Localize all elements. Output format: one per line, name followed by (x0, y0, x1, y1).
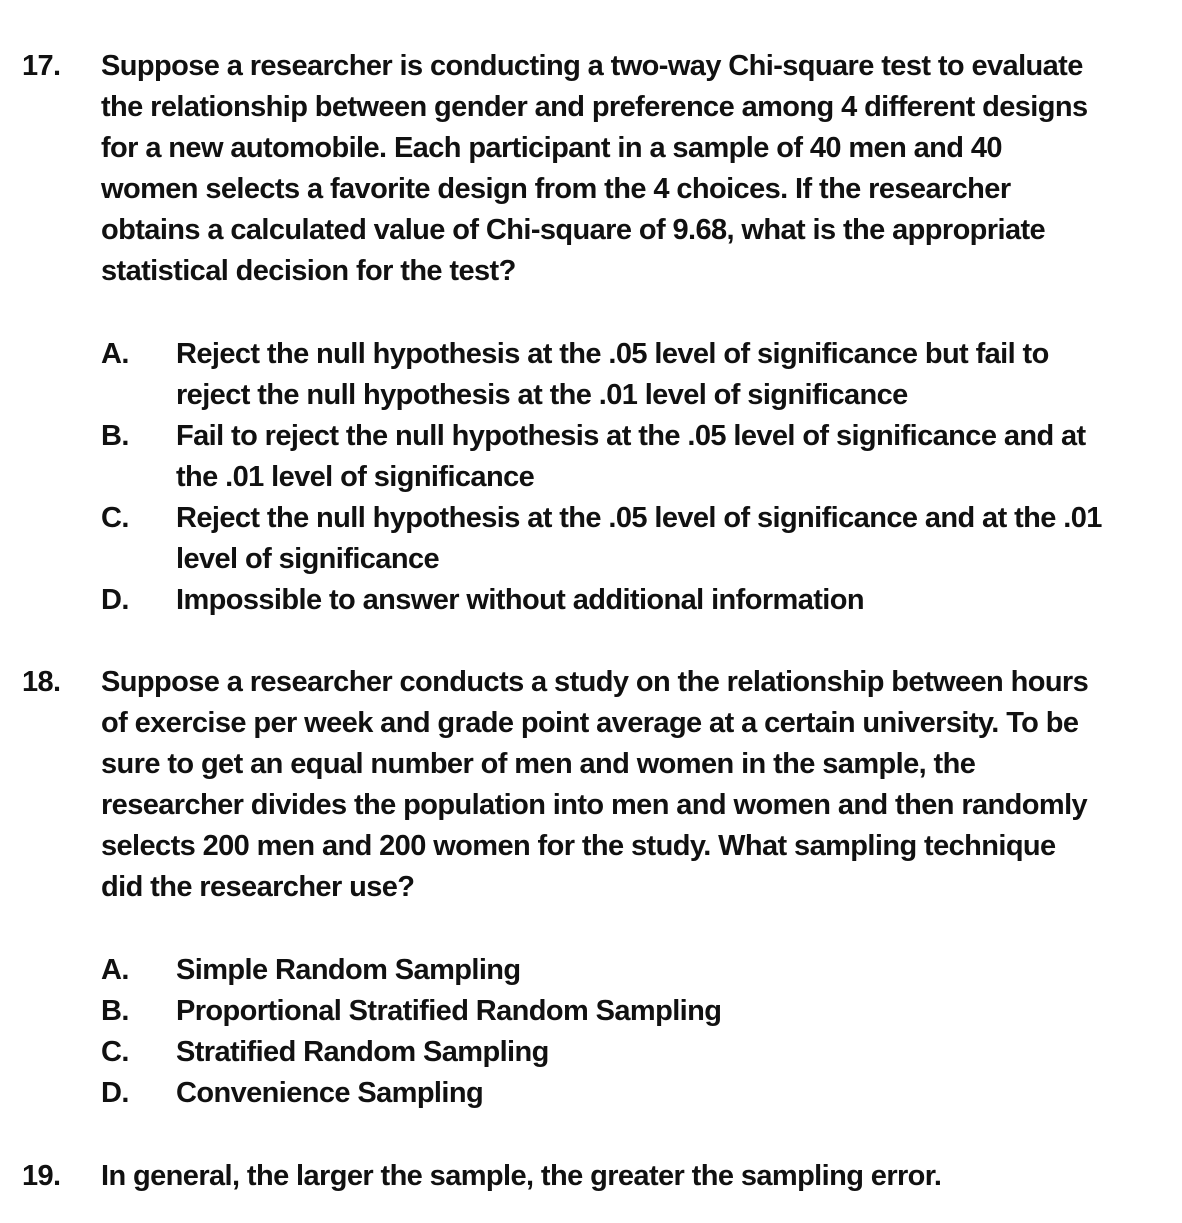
question-17-option-d-letter: D. (101, 584, 129, 616)
question-17-text-line-4: women selects a favorite design from the 4 choices. If the researcher (101, 173, 1011, 205)
question-17-option-c-text-line-2: level of significance (176, 543, 439, 575)
question-17-text-line-5: obtains a calculated value of Chi-square of 9.68, what is the appropriate (101, 214, 1046, 246)
question-17-option-a-letter: A. (101, 338, 129, 370)
question-17-option-b-text-line-2: the .01 level of significance (176, 461, 535, 493)
question-18-text-line-6: did the researcher use? (101, 871, 415, 903)
question-17-option-a-text-line-2: reject the null hypothesis at the .01 level of significance (176, 379, 908, 411)
question-17-option-c-letter: C. (101, 502, 129, 534)
question-18-option-d-letter: D. (101, 1077, 129, 1109)
question-19-number: 19. (22, 1160, 61, 1192)
question-17-option-a-text-line-1: Reject the null hypothesis at the .05 level of significance but fail to (176, 338, 1049, 370)
question-18-option-c-letter: C. (101, 1036, 129, 1068)
question-18-option-c-text: Stratified Random Sampling (176, 1036, 549, 1068)
question-17-number: 17. (22, 50, 61, 82)
question-17-option-b-text-line-1: Fail to reject the null hypothesis at the .05 level of significance and at (176, 420, 1086, 452)
question-18-option-d-text: Convenience Sampling (176, 1077, 484, 1109)
question-17-option-b-letter: B. (101, 420, 129, 452)
question-18-option-a-letter: A. (101, 954, 129, 986)
question-18-text-line-4: researcher divides the population into men and women and then randomly (101, 789, 1088, 821)
question-18-number: 18. (22, 666, 61, 698)
question-17-text-line-6: statistical decision for the test? (101, 255, 516, 287)
question-17-option-c-text-line-1: Reject the null hypothesis at the .05 level of significance and at the .01 (176, 502, 1102, 534)
question-18-option-b-text: Proportional Stratified Random Sampling (176, 995, 722, 1027)
question-18-text-line-1: Suppose a researcher conducts a study on the relationship between hours (101, 666, 1089, 698)
question-17-text-line-2: the relationship between gender and preference among 4 different designs (101, 91, 1088, 123)
question-17-text-line-1: Suppose a researcher is conducting a two-way Chi-square test to evaluate (101, 50, 1083, 82)
question-18-text-line-2: of exercise per week and grade point average at a certain university. To be (101, 707, 1079, 739)
question-18-option-b-letter: B. (101, 995, 129, 1027)
question-17-option-d-text-line-1: Impossible to answer without additional information (176, 584, 864, 616)
question-18-text-line-3: sure to get an equal number of men and women in the sample, the (101, 748, 976, 780)
question-19-text-line-1: In general, the larger the sample, the greater the sampling error. (101, 1160, 942, 1192)
question-18-option-a-text: Simple Random Sampling (176, 954, 521, 986)
question-18-text-line-5: selects 200 men and 200 women for the study. What sampling technique (101, 830, 1056, 862)
question-17-text-line-3: for a new automobile. Each participant in a sample of 40 men and 40 (101, 132, 1002, 164)
